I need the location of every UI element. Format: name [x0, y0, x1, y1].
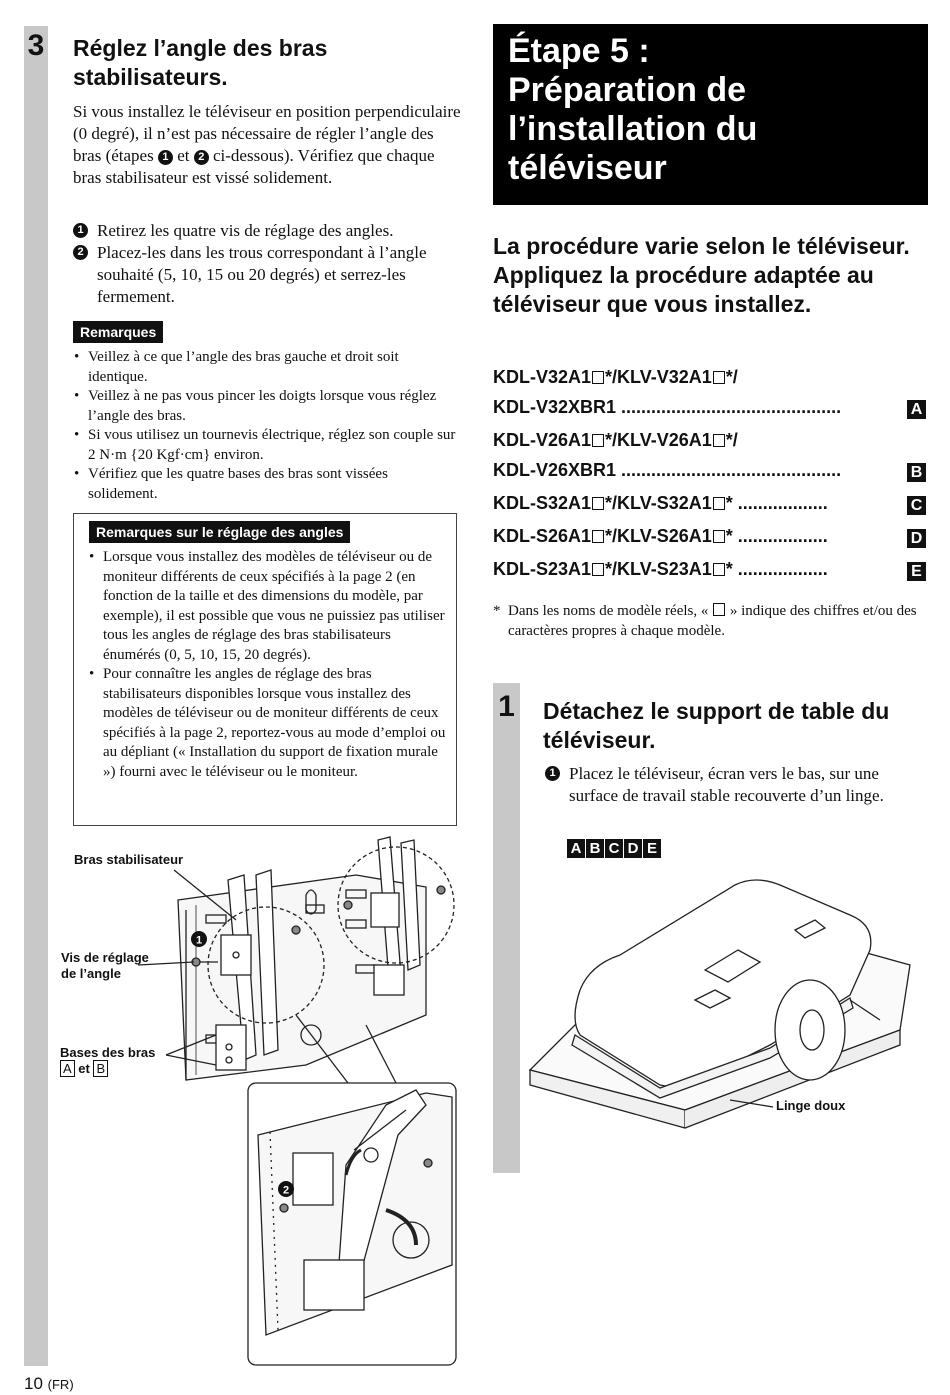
remarks-label: Remarques [73, 321, 163, 343]
circle-number-1-marker [191, 931, 207, 947]
list-item: • Pour connaître les angles de réglage des bras stabilisateurs disponibles lorsque vous installez des modèles de téléviseur ou de moniteur différents de ceux spécifiés à la page 2, reportez-vous au mode d’emploi ou au dépliant (« Installation du support de fixation murale ») fourni avec le téléviseur ou le moniteur. [88, 665, 448, 782]
letter-badge: C [907, 496, 926, 515]
svg-text:2: 2 [282, 1184, 290, 1197]
page-number: 10 (FR) [24, 1374, 74, 1393]
angle-remarks-list [88, 548, 448, 782]
intro-paragraph: Si vous installez le téléviseur en position perpendiculaire (0 degré), il n’est pas nécessaire de régler l’angle des bras (étapes 1 et 2 ci-dessous). Vérifiez que chaque bras stabilisateur est vissé solidement. [73, 102, 461, 187]
applies-to-badges: A B C D E [567, 839, 662, 858]
label-cloth: Linge doux [776, 1098, 846, 1113]
angle-remarks-label: Remarques sur le réglage des angles [89, 521, 350, 543]
label-arm: Bras stabilisateur [74, 852, 184, 867]
model-row-b: KDL-V26A1 */KLV-V26A1 */ [493, 430, 738, 450]
model-list [493, 362, 928, 584]
substep-1: 1 Retirez les quatre vis de réglage des angles. [73, 220, 463, 242]
subtitle: La procédure varie selon le téléviseur. Appliquez la procédure adaptée au téléviseur que vous installez. [493, 233, 910, 317]
remarks-list [73, 348, 458, 504]
model-row-e: KDL-S23A1 */KLV-S23A1 * .................. E [493, 554, 928, 584]
step-heading: Détachez le support de table du téléviseur. [543, 698, 890, 753]
step-1-sidebar [493, 683, 520, 1173]
model-row-b-2: KDL-V26XBR1 ............................................ B [493, 455, 928, 485]
letter-badge: B [907, 463, 926, 482]
model-row-d: KDL-S26A1 */KLV-S26A1 * .................. D [493, 521, 928, 551]
model-row-c: KDL-S32A1 */KLV-S32A1 * .................. C [493, 488, 928, 518]
list-item: • Veillez à ne pas vous pincer les doigts lorsque vous réglez l’angle des bras. [73, 387, 458, 426]
arm-adjustment-illustration [56, 835, 466, 1370]
model-row-a: KDL-V32A1 */KLV-V32A1 */ [493, 367, 738, 387]
letter-badge: A [907, 400, 926, 419]
tv-on-cloth-illustration [520, 870, 930, 1140]
list-item: • Si vous utilisez un tournevis électrique, réglez son couple sur 2 N·m {20 Kgf·cm} environ. [73, 426, 458, 465]
step-number: 3 [27, 29, 45, 62]
label-screw: Vis de réglage de l’angle [61, 950, 149, 981]
step-heading: Réglez l’angle des bras stabilisateurs. [73, 35, 328, 90]
list-item: • Lorsque vous installez des modèles de téléviseur ou de moniteur différents de ceux spécifiés à la page 2 (en fonction de la taille et des dimensions du modèle, par exemple), il est possible que vous ne puissiez pas utiliser tous les angles de réglage des bras stabilisateurs énumérés (0, 5, 10, 15, 20 degrés). [88, 548, 448, 665]
circle-number-1: 1 [158, 150, 173, 165]
step-3-sidebar [24, 26, 48, 1366]
substep-2: 2 Placez-les dans les trous correspondant à l’angle souhaité (5, 10, 15 ou 20 degrés) et serrez-les fermement. [73, 242, 463, 308]
circle-number-2-marker [278, 1181, 294, 1197]
page-title: Étape 5 : Préparation de l’installation du téléviseur [508, 32, 758, 187]
list-item: • Veillez à ce que l’angle des bras gauche et droit soit identique. [73, 348, 458, 387]
svg-text:1: 1 [195, 934, 203, 947]
letter-badge: E [907, 562, 926, 581]
circle-number-2: 2 [194, 150, 209, 165]
footnote: * Dans les noms de modèle réels, « » indique des chiffres et/ou des caractères propres à chaque modèle. [493, 603, 917, 639]
label-bases: Bases des bras A et B [60, 1045, 156, 1076]
circle-number-1: 1 [545, 766, 560, 781]
step-number: 1 [498, 690, 515, 723]
substep-1: 1 Placez le téléviseur, écran vers le bas, sur une surface de travail stable recouverte d’un linge. [545, 763, 930, 807]
model-row-a-2: KDL-V32XBR1 ............................................ A [493, 392, 928, 422]
list-item: • Vérifiez que les quatre bases des bras sont vissées solidement. [73, 465, 458, 504]
letter-badge: D [907, 529, 926, 548]
substeps [73, 220, 463, 308]
